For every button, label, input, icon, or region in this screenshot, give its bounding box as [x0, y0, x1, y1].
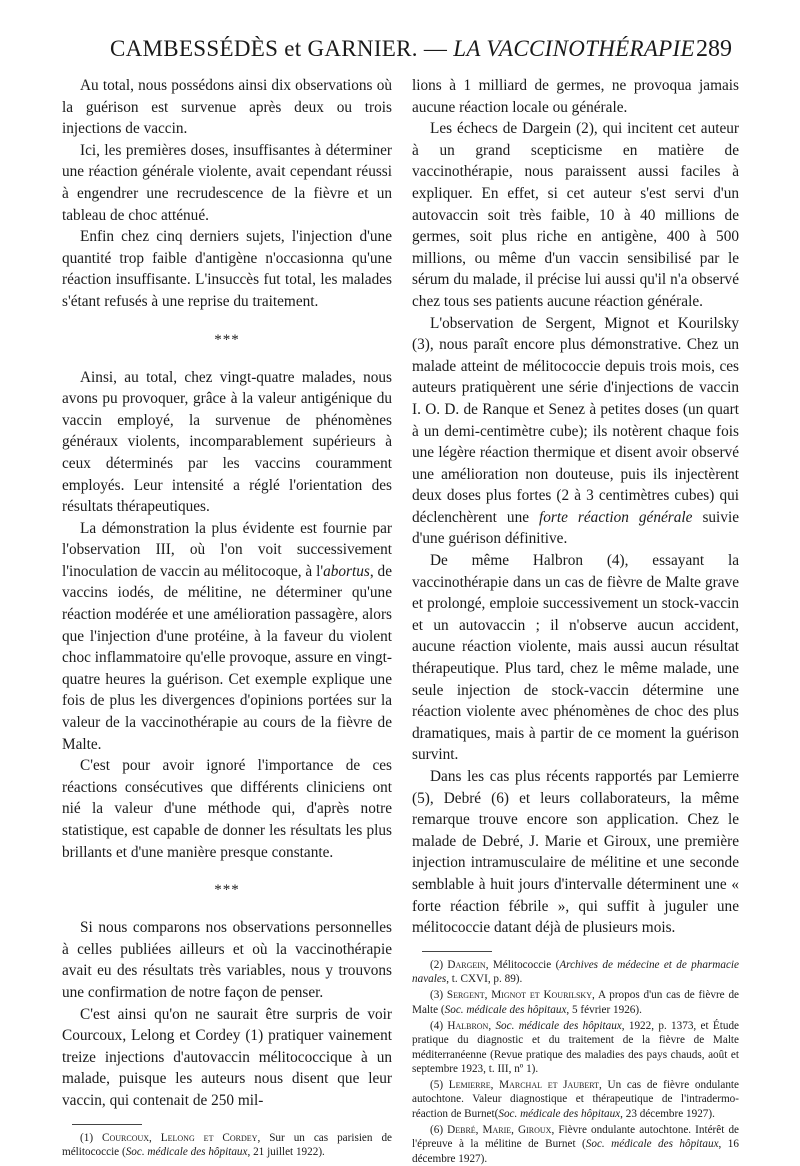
paragraph: Enfin chez cinq derniers sujets, l'injection d'une quantité trop faible d'antigène n'occasionna qu'une réaction insuffisante. L'insuccès fut total, les malades s'étant refusés à une reprise du traitement. — [62, 228, 392, 310]
left-column — [62, 75, 392, 1159]
footnote: (1) Courcoux, Lelong et Cordey, Sur un cas parisien de mélitococcie (Soc. médicale des hôpitaux, 21 juillet 1922). — [62, 1131, 393, 1158]
footnote: (3) Sergent, Mignot et Kourilsky, A propos d'un cas de fièvre de Malte (Soc. médicale des hôpitaux, 5 février 1926). — [412, 989, 740, 1016]
paragraph: Au total, nous possédons ainsi dix observations où la guérison est survenue après deux ou trois injections de vaccin. — [62, 77, 392, 138]
paragraph: C'est pour avoir ignoré l'importance de ces réactions consécutives que différents cliniciens ont nié la valeur d'une méthode qui, d'après notre statistique, est capable de donner les résultats les plus brillants et d'une manière presque constante. — [62, 757, 392, 861]
paragraph: Si nous comparons nos observations personnelles à celles publiées ailleurs et où la vaccinothérapie avait eu des résultats très variables, nous y trouvons une confirmation de notre façon de penser. — [62, 919, 392, 1001]
footnote: (5) Lemierre, Marchal et Jaubert, Un cas de fièvre ondulante autochtone. Valeur diagnostique et thérapeutique de l'intradermo-réaction de Burnet(Soc. médicale des hôpitaux, 23 décembre 1927). — [412, 1079, 739, 1120]
running-header — [0, 36, 800, 76]
paragraph: De même Halbron (4), essayant la vaccinothérapie dans un cas de fièvre de Malte grave et prolongé, emploie successivement un stock-vaccin et un autovaccin ; il n'observe aucun accident, aucune réaction violente, mais aussi aucun résultat thérapeutique. Plus tard, chez le même malade, une seule injection de stock-vaccin détermine une réaction violente avec phénomènes de choc des plus dramatiques, mais à partir de ce moment la guérison survint. — [412, 552, 739, 764]
footnote: (6) Debré, Marie, Giroux, Fièvre ondulante autochtone. Intérêt de l'épreuve à la mélitine de Burnet (Soc. médicale des hôpitaux, 16 décembre 1927). — [412, 1124, 739, 1165]
paragraph: C'est ainsi qu'on ne saurait être surpris de voir Courcoux, Lelong et Cordey (1) pratiquer vainement treize injections d'autovaccin mélitococcique à un malade, puisque les auteurs nous disent que leur vaccin, qui contenait de 250 mil- — [62, 1005, 392, 1109]
emphasis: forte réaction générale — [539, 508, 693, 526]
footnote-list — [412, 958, 739, 1166]
paragraph: Ici, les premières doses, insuffisantes à déterminer une réaction générale violente, avait cependant réussi à engendrer une recrudescence de la fièvre et un tableau de choc atténué. — [62, 141, 392, 224]
footnote-rule — [72, 1124, 142, 1125]
right-column — [412, 75, 739, 1166]
paragraph: Dans les cas plus récents rapportés par Lemierre (5), Debré (6) et leurs collaborateurs, la même remarque trouve encore son application. Chez le malade de Debré, J. Marie et Giroux, une première injection intramusculaire de mélitine et une seconde semblable à huit jours d'intervalle déterminent une « forte réaction fébrile », qui suffit à juguler une mélitococcie datant déjà de plusieurs mois. — [412, 768, 739, 937]
footnote: (2) Dargein, Mélitococcie (Archives de médecine et de pharmacie navales, t. CXVI, p. 89). — [412, 958, 740, 986]
running-title — [110, 36, 695, 62]
footnote-rule — [422, 951, 492, 952]
italic-term: abortus — [323, 562, 370, 580]
page-number: 289 — [696, 36, 732, 62]
running-title-subject: LA VACCINOTHÉRAPIE — [453, 36, 695, 61]
paragraph: Les échecs de Dargein (2), qui incitent cet auteur à un grand scepticisme en matière de vaccinothérapie, nous paraissent aussi faciles à expliquer. En effet, si cet auteur s'est servi d'un autovaccin soit très faible, 10 à 40 millions de germes, soit plus riche en antigène, 400 à 500 millions, ou même d'un vaccin sensibilisé par le sérum du malade, il précise lui aussi qu'il n'a observé chez tous ses patients aucune réaction générale. — [412, 120, 739, 310]
paragraph: L'observation de Sergent, Mignot et Kourilsky (3), nous paraît encore plus démonstrative. Chez un malade atteint de mélitococcie depuis trois mois, ces auteurs pratiquèrent une série d'injections de vaccin I. O. D. de Ranque et Senez à petites doses (un quart à un demi-centimètre cube); ils notèrent chaque fois une légère réaction thermique et disent avoir observé une amélioration non douteuse, puis ils injectèrent deux doses plus fortes (2 à 3 centimètres cubes) qui déclenchèrent une forte réaction générale suivie d'une guérison définitive. — [412, 314, 739, 548]
paragraph: Ainsi, au total, chez vingt-quatre malades, nous avons pu provoquer, grâce à la valeur antigénique du vaccin employé, la survenue de phénomènes généraux violents, incomparablement supérieurs à ceux déterminés par les vaccins couramment employés. Leur intensité a réglé l'orientation des résultats thérapeutiques. — [62, 368, 392, 516]
footnote: (4) Halbron, Soc. médicale des hôpitaux, 1922, p. 1373, et Étude pratique du diagnostic et du traitement de la fièvre de Malte méditerranéenne (Revue pratique des maladies des pays chauds, août et septembre 1923, t. III, nº 1). — [412, 1019, 739, 1075]
section-separator-stars: *** — [214, 331, 240, 348]
paragraph: La démonstration la plus évidente est fournie par l'observation III, où l'on voit successivement l'inoculation de vaccin au mélitocoque, à l'abortus, de vaccins iodés, de mélitine, ne déterminer qu'une réaction modérée et une amélioration passagère, alors que l'injection d'une protéine, à la faveur du violent choc inflammatoire qu'elle provoque, assure en vingt-quatre heures la guérison. Cet exemple explique une fois de plus les divergences d'opinions portées sur la valeur de la vaccinothérapie au cours de la fièvre de Malte. — [62, 519, 392, 753]
running-title-authors: CAMBESSÉDÈS et GARNIER. — — [110, 36, 448, 61]
section-separator-stars: *** — [214, 882, 240, 899]
paragraph: lions à 1 milliard de germes, ne provoqua jamais aucune réaction locale ou générale. — [412, 77, 739, 116]
